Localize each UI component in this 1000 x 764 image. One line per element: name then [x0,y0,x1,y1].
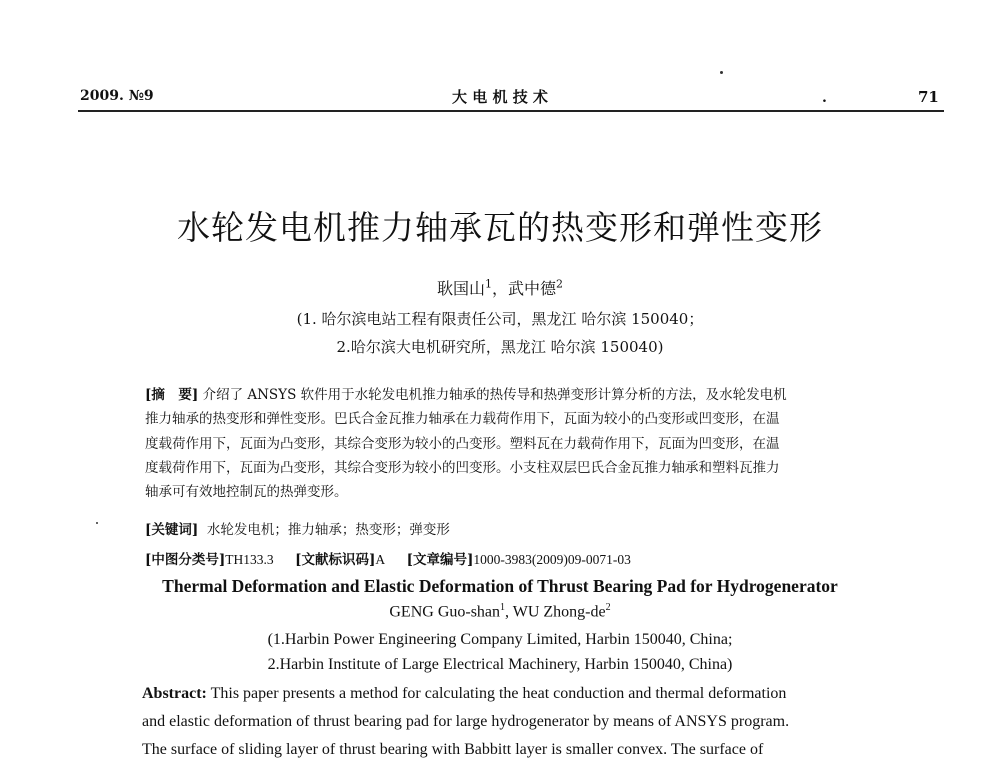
journal-name: 大 电 机 技 术 [452,88,548,106]
author-separator: ， [491,279,508,298]
article-number-label: [文章编号] [406,552,474,568]
abstract-line: 轴承可有效地控制瓦的热弹变形。 [145,484,348,501]
affiliation-cn: 2.哈尔滨大电机研究所，黑龙江 哈尔滨 150040) [336,338,664,356]
affiliation-cn: (1. 哈尔滨电站工程有限责任公司，黑龙江 哈尔滨 150040； [296,310,704,328]
author-name: 武中德 [508,279,557,298]
issue-number: 2009. №9 [80,88,154,104]
abstract-en-line [142,680,864,708]
scan-speck [720,71,723,74]
abstract-line-text: 介绍了 ANSYS 软件用于水轮发电机推力轴承的热传导和热弹变形计算分析的方法，及水轮发电机 [202,387,787,403]
author-separator: , [505,603,513,621]
header-rule [78,110,944,112]
abstract-line: 推力轴承的热变形和弹性变形。巴氏合金瓦推力轴承在力载荷作用下，瓦面为较小的凸变形或凹变形，在温 [145,411,780,428]
author-sup: 2 [605,602,611,613]
keywords-cn [145,518,865,542]
authors-cn [0,276,1000,299]
abstract-line: 度载荷作用下，瓦面为凸变形，其综合变形为较小的凸变形。塑料瓦在力载荷作用下，瓦面为凹变形，在温 [145,435,780,452]
page-number: 71 [918,88,939,106]
author-sup: 2 [556,277,564,291]
abstract-label: [摘 要] [145,387,199,403]
abstract-en [142,680,864,764]
abstract-line: 度载荷作用下，瓦面为凸变形，其综合变形为较小的凹变形。小支柱双层巴氏合金瓦推力轴承和塑料瓦推力 [145,459,780,476]
paper-title-en: Thermal Deformation and Elastic Deformation of Thrust Bearing Pad for Hydrogenerator [162,576,838,596]
author-sup: 1 [484,277,492,291]
abstract-cn [145,383,865,504]
header-dot: . [822,90,827,106]
authors-en [0,602,1000,621]
affiliation-en: 2.Harbin Institute of Large Electrical Machinery, Harbin 150040, China) [267,656,733,673]
scan-speck [96,522,98,524]
doc-code-label: [文献标识码] [295,552,376,568]
author-sup: 1 [500,602,506,613]
abstract-en-line: and elastic deformation of thrust bearing pad for large hydrogenerator by means of ANSYS program. [142,713,790,730]
affiliation-en: (1.Harbin Power Engineering Company Limited, Harbin 150040, China; [267,631,733,648]
doc-code-value: A [375,552,386,567]
abstract-en-line-text: This paper presents a method for calculating the heat conduction and thermal deformation [210,685,787,702]
keywords-label: [关键词] [145,522,199,538]
clc-label: [中图分类号] [145,552,226,568]
author-name: GENG Guo-shan [389,603,501,621]
abstract-en-label: Abstract: [142,685,207,702]
abstract-en-line: The surface of sliding layer of thrust bearing with Babbitt layer is smaller convex. The surface of [142,741,764,758]
author-name: WU Zhong-de [512,603,606,621]
article-number-value: 1000-3983(2009)09-0071-03 [473,552,631,567]
clc-value: TH133.3 [225,552,274,567]
classification-line [145,548,865,572]
paper-title-cn: 水轮发电机推力轴承瓦的热变形和弹性变形 [177,208,823,247]
author-name: 耿国山 [436,279,485,298]
abstract-line [145,383,865,407]
keywords-text: 水轮发电机；推力轴承；热变形；弹变形 [206,522,450,538]
